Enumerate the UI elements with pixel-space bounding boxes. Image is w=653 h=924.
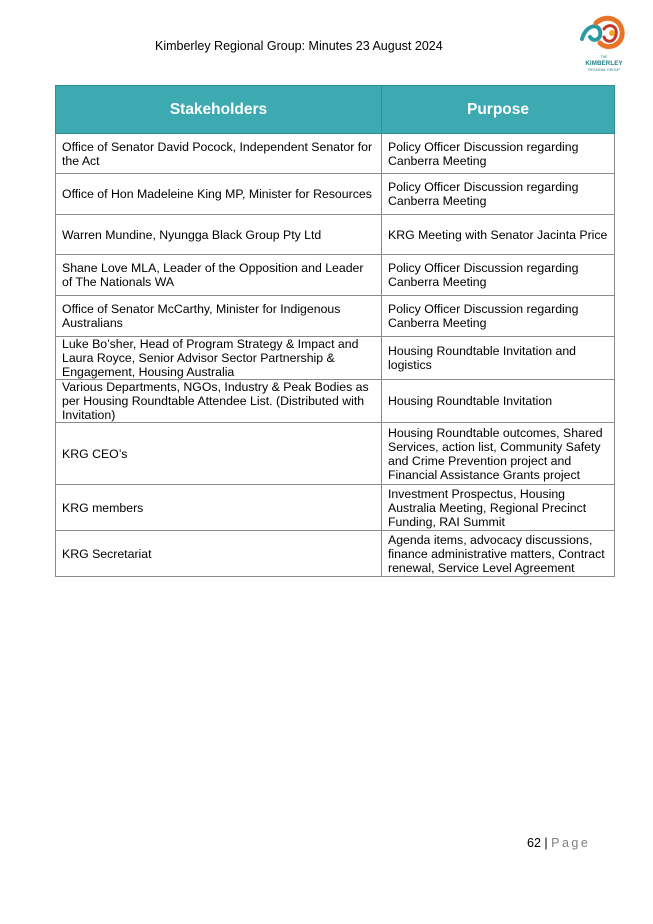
purpose-column-header: Purpose [382,86,615,134]
table-row [56,215,615,255]
stakeholder-cell: Luke Bo’sher, Head of Program Strategy & Impact and Laura Royce, Senior Advisor Sector Partnership & Engagement, Housing Australia [56,337,382,380]
stakeholder-cell: KRG members [56,485,382,531]
purpose-cell: Housing Roundtable outcomes, Shared Services, action list, Community Safety and Crime Prevention project and Financial Assistance Grants project [382,423,615,485]
table-row [56,531,615,577]
purpose-cell: Housing Roundtable Invitation and logistics [382,337,615,380]
stakeholder-cell: KRG CEO’s [56,423,382,485]
table-row [56,174,615,215]
table-row [56,485,615,531]
kimberley-logo [574,13,634,73]
stakeholders-column-header: Stakeholders [56,86,382,134]
logo-swirl-icon [574,13,634,55]
stakeholder-cell: Various Departments, NGOs, Industry & Peak Bodies as per Housing Roundtable Attendee List. (Distributed with Invitation) [56,380,382,423]
purpose-cell: Housing Roundtable Invitation [382,380,615,423]
stakeholder-cell: Office of Senator David Pocock, Independent Senator for the Act [56,134,382,174]
logo-big-text: KIMBERLEY [585,59,623,67]
purpose-cell: Policy Officer Discussion regarding Canberra Meeting [382,134,615,174]
stakeholder-cell: Warren Mundine, Nyungga Black Group Pty Ltd [56,215,382,255]
page-footer [527,836,590,850]
table-row [56,255,615,296]
table-row [56,423,615,485]
purpose-cell: Policy Officer Discussion regarding Canberra Meeting [382,296,615,337]
stakeholder-cell: Shane Love MLA, Leader of the Opposition and Leader of The Nationals WA [56,255,382,296]
logo-small-text: THE [600,55,608,59]
document-header-title: Kimberley Regional Group: Minutes 23 August 2024 [155,39,443,53]
table-row [56,134,615,174]
logo-sub-text: REGIONAL GROUP [588,68,620,72]
table-row [56,380,615,423]
footer-separator: | [544,836,548,850]
stakeholder-cell: Office of Senator McCarthy, Minister for Indigenous Australians [56,296,382,337]
page-label: Page [551,836,591,850]
stakeholders-table [55,85,615,577]
table-row [56,337,615,380]
purpose-cell: Policy Officer Discussion regarding Canberra Meeting [382,174,615,215]
purpose-cell: KRG Meeting with Senator Jacinta Price [382,215,615,255]
table-header-row [56,86,615,134]
stakeholder-cell: KRG Secretariat [56,531,382,577]
page-number: 62 [527,836,541,850]
purpose-cell: Agenda items, advocacy discussions, finance administrative matters, Contract renewal, Service Level Agreement [382,531,615,577]
purpose-cell: Investment Prospectus, Housing Australia Meeting, Regional Precinct Funding, RAI Summit [382,485,615,531]
purpose-cell: Policy Officer Discussion regarding Canberra Meeting [382,255,615,296]
stakeholder-cell: Office of Hon Madeleine King MP, Minister for Resources [56,174,382,215]
table-row [56,296,615,337]
